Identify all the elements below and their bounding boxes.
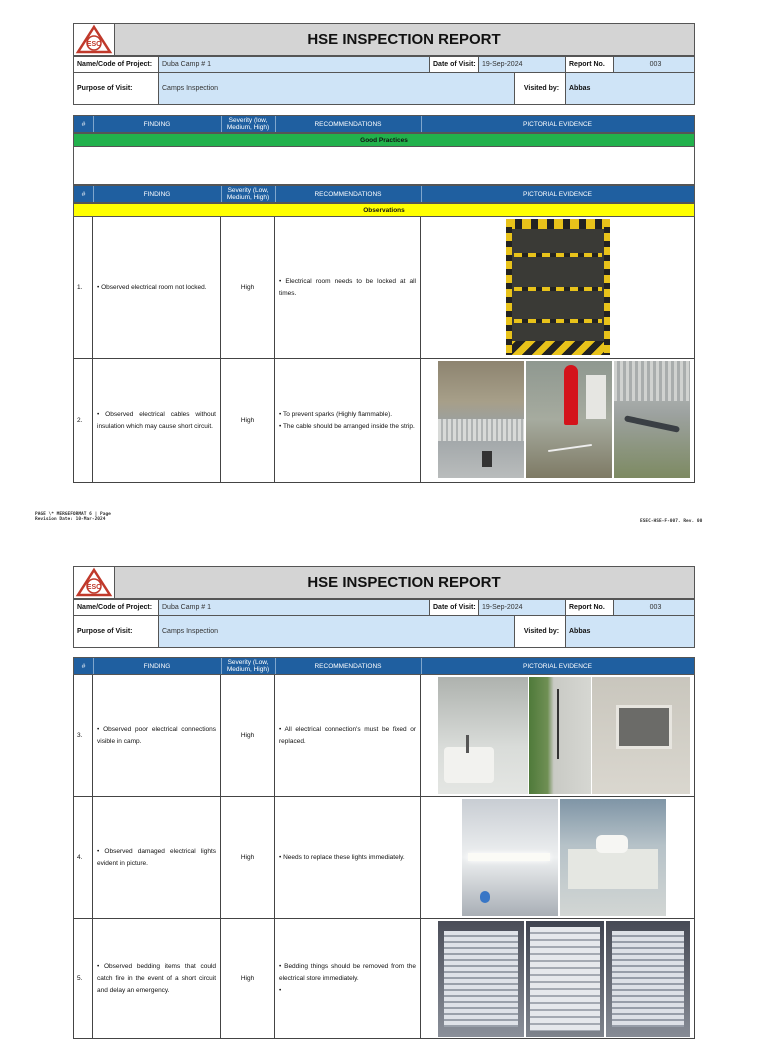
- severity-value: High: [221, 919, 275, 1038]
- col-finding: FINDING: [93, 116, 222, 132]
- good-practices-empty: [73, 147, 695, 185]
- photo-cable-floor: [614, 361, 690, 478]
- col-evidence: PICTORIAL EVIDENCE: [523, 120, 592, 128]
- date-label: Date of Visit:: [430, 57, 479, 72]
- recommendation-text: • Needs to replace these lights immediately.: [279, 853, 405, 861]
- project-row: [73, 599, 695, 616]
- photo-bedding-store-3: [606, 921, 690, 1037]
- col-recommendations: RECOMMENDATIONS: [275, 116, 422, 132]
- table-row: [73, 359, 695, 483]
- footer-revision: Revision Date: 10-Mar-2024: [35, 517, 106, 522]
- col-evidence: PICTORIAL EVIDENCE: [523, 190, 592, 198]
- recommendation-text: • Bedding things should be removed from the electrical store immediately.: [279, 962, 416, 982]
- table-row: [73, 675, 695, 797]
- col-recommendations: RECOMMENDATIONS: [275, 186, 422, 202]
- finding-text: • Observed poor electrical connections visible in camp.: [97, 725, 216, 745]
- finding-text: • Observed electrical cables without insulation which may cause short circuit.: [97, 410, 216, 430]
- finding-text: • Observed bedding items that could catch fire in the event of a short circuit and delay an emergency.: [97, 962, 216, 994]
- photo-electrical-room-door: [506, 219, 610, 355]
- photo-fire-extinguisher: [526, 361, 612, 478]
- purpose-row: [73, 615, 695, 648]
- pictorial-evidence: [421, 675, 696, 796]
- severity-value: High: [221, 359, 275, 482]
- col-num: #: [74, 658, 94, 674]
- finding-text: • Observed electrical room not locked.: [97, 283, 207, 291]
- col-num: #: [74, 186, 94, 202]
- photo-cable-rooftop: [438, 361, 524, 478]
- finding-number: 4.: [74, 797, 93, 918]
- purpose-label: Purpose of Visit:: [74, 616, 159, 647]
- finding-number: 5.: [74, 919, 93, 1038]
- report-no-label: Report No.: [566, 600, 614, 615]
- date-value: 19-Sep-2024: [479, 57, 566, 72]
- project-label: Name/Code of Project:: [74, 600, 159, 615]
- report-title: HSE INSPECTION REPORT: [307, 574, 501, 591]
- visited-by-value: Abbas: [566, 73, 694, 104]
- footer-page: PAGE \* MERGEFORMAT 6 | Page: [35, 512, 111, 517]
- col-finding: FINDING: [93, 186, 222, 202]
- report-title: HSE INSPECTION REPORT: [307, 31, 501, 48]
- table-row: [73, 919, 695, 1039]
- photo-light-fixture: [560, 799, 666, 916]
- table-header: [73, 115, 695, 133]
- pictorial-evidence: [421, 797, 696, 918]
- col-severity: Severity (Low, Medium, High): [221, 658, 276, 674]
- footer-left: [35, 512, 111, 522]
- svg-text:ESC: ESC: [86, 584, 102, 591]
- finding-number: 2.: [74, 359, 93, 482]
- col-severity: Severity (low, Medium, High): [221, 116, 276, 132]
- photo-wall-wiring: [529, 677, 591, 794]
- pictorial-evidence: [421, 359, 696, 482]
- col-finding: FINDING: [93, 658, 222, 674]
- table-row: [73, 797, 695, 919]
- severity-value: High: [221, 675, 275, 796]
- visited-by-value: Abbas: [566, 616, 694, 647]
- visited-by-label: Visited by:: [515, 73, 566, 104]
- company-logo: [74, 567, 115, 598]
- date-label: Date of Visit:: [430, 600, 479, 615]
- project-label: Name/Code of Project:: [74, 57, 159, 72]
- finding-number: 1.: [74, 217, 93, 358]
- report-header: [73, 23, 695, 56]
- finding-number: 3.: [74, 675, 93, 796]
- visited-by-label: Visited by:: [515, 616, 566, 647]
- severity-value: High: [221, 217, 275, 358]
- photo-ceiling-opening: [592, 677, 690, 794]
- project-value: Duba Camp # 1: [159, 600, 430, 615]
- report-header: [73, 566, 695, 599]
- observations-band: Observations: [73, 203, 695, 217]
- table-row: [73, 217, 695, 359]
- table-header: [73, 657, 695, 675]
- date-value: 19-Sep-2024: [479, 600, 566, 615]
- col-num: #: [74, 116, 94, 132]
- col-evidence: PICTORIAL EVIDENCE: [523, 662, 592, 670]
- photo-bedding-store-2: [526, 921, 604, 1037]
- purpose-value: Camps Inspection: [159, 73, 515, 104]
- pictorial-evidence: [421, 217, 696, 358]
- recommendation-text: • Electrical room needs to be locked at all times.: [279, 277, 416, 297]
- purpose-label: Purpose of Visit:: [74, 73, 159, 104]
- project-row: [73, 56, 695, 73]
- photo-bedding-store-1: [438, 921, 524, 1037]
- report-no-value: 003: [649, 604, 662, 611]
- finding-text: • Observed damaged electrical lights evident in picture.: [97, 847, 216, 867]
- photo-damaged-light: [462, 799, 558, 916]
- report-no-value: 003: [649, 61, 662, 68]
- pictorial-evidence: [421, 919, 696, 1038]
- report-no-label: Report No.: [566, 57, 614, 72]
- recommendation-text: • All electrical connection's must be fixed or replaced.: [279, 725, 416, 745]
- project-value: Duba Camp # 1: [159, 57, 430, 72]
- col-recommendations: RECOMMENDATIONS: [275, 658, 422, 674]
- purpose-value: Camps Inspection: [159, 616, 515, 647]
- good-practices-band: Good Practices: [73, 133, 695, 147]
- recommendation-text: •: [279, 986, 282, 994]
- recommendation-text: • To prevent sparks (Highly flammable).: [279, 410, 393, 418]
- table-header: [73, 185, 695, 203]
- severity-value: High: [221, 797, 275, 918]
- footer-right: ESEC-HSE-F-007. Rev. 00: [640, 519, 703, 524]
- recommendation-text: • The cable should be arranged inside the strip.: [279, 422, 415, 430]
- company-logo: [74, 24, 115, 55]
- photo-electrical-connection: [438, 677, 528, 794]
- col-severity: Severity (Low, Medium, High): [221, 186, 276, 202]
- purpose-row: [73, 72, 695, 105]
- svg-text:ESC: ESC: [86, 41, 102, 48]
